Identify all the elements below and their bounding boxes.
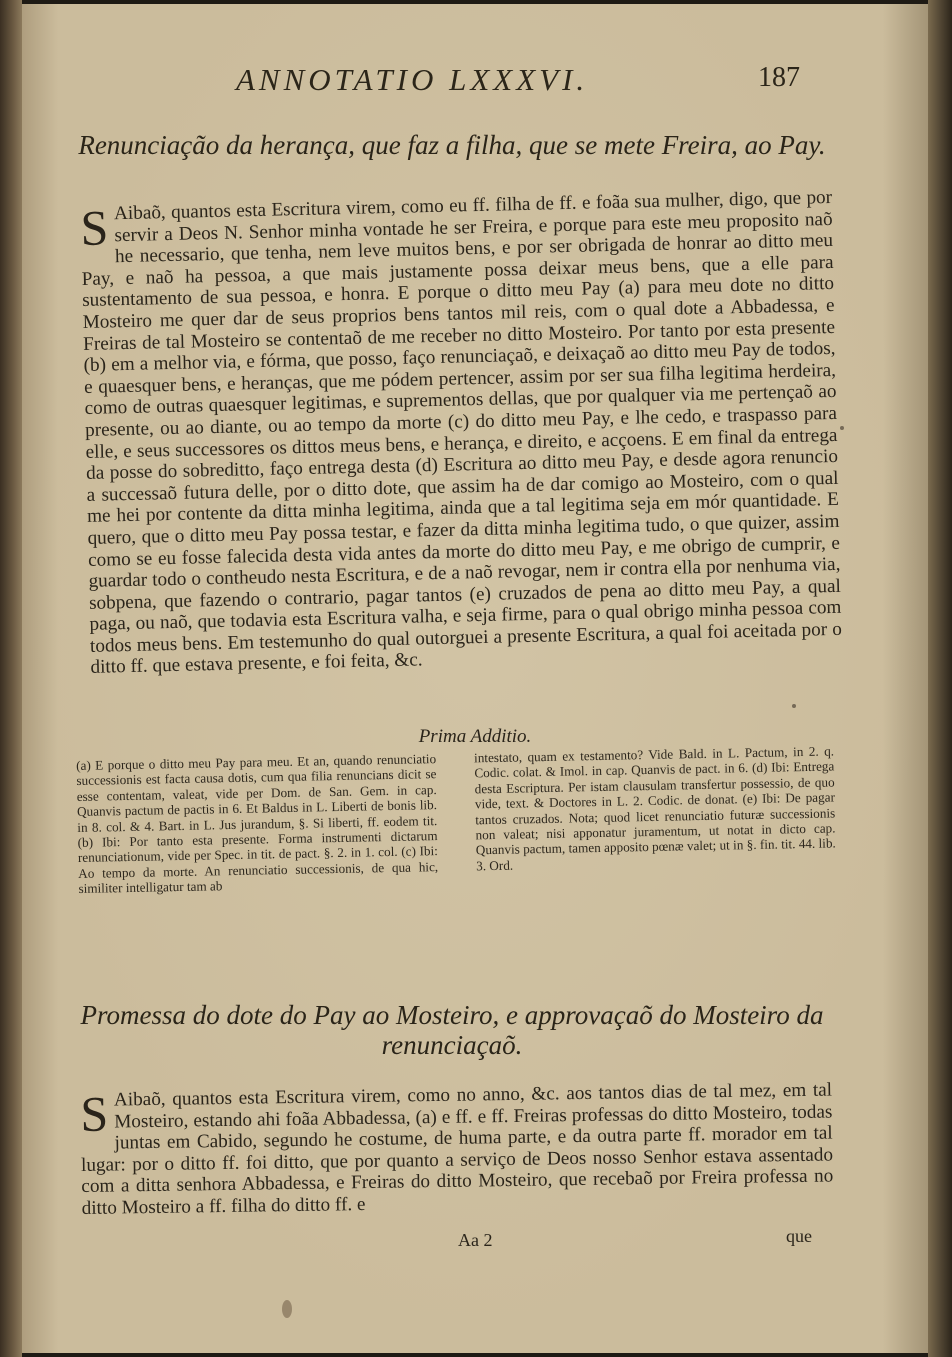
deed-body: Aibaõ, quantos esta Escritura virem, como eu ff. filha de ff. e foãa sua mulher, digo, que por servir a Deos N. Senhor minha vontade he ser Freira, e porque para este meu proposito naõ he necessario, que tenha, nem leve muitos bens, e por ser obrigada de honrar ao ditto meu Pay, e naõ ha pessoa, a que mais justamente possa deixar meus bens, que a elle para sustentamento de sua pessoa, e honra. E porque o ditto meu Pay (a) para meu dote no ditto Mosteiro me quer dar de seus proprios bens tantos mil reis, com o qual dote a Abbadessa, e Freiras de tal Mosteiro se contentaõ de me receber no ditto Mosteiro. Por tanto por esta presente (b) em a melhor via, e fórma, que posso, faço renunciaçaõ, e deixaçaõ ao ditto meu Pay de todos, e quaesquer bens, e heranças, que me pódem pertencer, assim por ser sua filha legitima herdeira, como de outras quaesquer legitimas, e suprementos dellas, que por qualquer via me pertençaõ ao presente, ou ao diante, ou ao tempo da morte (c) do ditto meu Pay, e lhe cedo, e traspasso para elle, e seus successores os dittos meus bens, e herança, e direito, e acçoens. E em final da entrega da posse do sobreditto, faço entrega desta (d) Escritura ao ditto meu Pay, e desde agora renuncio a successaõ futura delle, por o ditto dote, que assim ha de dar comigo ao Mosteiro, com o qual me hei por contente da ditta minha legitima, ainda que a tal legitima seja em mór quantidade. E quero, que o ditto meu Pay possa testar, e fazer da ditta minha legitima tudo, o que quizer, assim como se eu fosse falecida desta vida antes da morte do ditto meu Pay, e me obrigo de cumprir, e guardar todo o contheudo nesta Escritura, e de a naõ revogar, nem ir contra ella por nenhuma via, sobpena, que fazendo o contrario, pagar tantos (e) cruzados de pena ao ditto meu Pay, a qual paga, ou naõ, que todavia esta Escritura valha, e seja firme, para o qual obrigo minha pessoa com todos meus bens. Em testemunho do qual outorguei a presente Escritura, a qual foi aceitada por o ditto ff. que estava presente, e foi feita, &c. [81, 186, 843, 679]
page-edge [928, 0, 952, 1357]
page-number: 187 [758, 62, 800, 93]
ink-smudge [282, 1300, 292, 1318]
section-title: Renunciação da herança, que faz a filha, que se mete Freira, ao Pay. [78, 130, 826, 160]
ink-dot [792, 704, 796, 708]
signature-mark: Aa 2 [458, 1230, 493, 1250]
deed-text-2 [80, 1080, 834, 1220]
addition-heading: Prima Additio. [418, 726, 532, 747]
book-page [22, 4, 928, 1353]
notes-right-column: intestato, quam ex testamento? Vide Bald. in L. Pactum, in 2. q. Codic. colat. & Imol. in cap. Quanvis de pact. in 6. (d) Ibi: Entrega desta Escriptura. Per istam clausulam transfertur possessio, de quo vide, text. & Doctores in L. 2. Codic. de donat. (e) Ibi: De pagar tantos cruzados. Nota; quod licet renunciatio futuræ successionis non valeat; nisi apponatur juramentum, ut notat in dicto cap. Quanvis pactum, tamen apposito pœnæ valet; ut in §. fin. tit. 44. lib. 3. Ord. [473, 743, 836, 874]
drop-cap: S [79, 199, 109, 256]
section-title-2: Promessa do dote do Pay ao Mosteiro, e approvaçaõ do Mosteiro da renunciaçaõ. [80, 1000, 824, 1060]
annotation-notes [76, 743, 840, 978]
drop-cap-2: S [79, 1085, 109, 1142]
deed-text [80, 187, 843, 679]
ink-dot [840, 426, 844, 430]
book-spine [0, 0, 22, 1357]
deed-body-2: Aibaõ, quantos esta Escritura virem, como no anno, &c. aos tantos dias de tal mez, em tal Mosteiro, estando ahi foãa Abbadessa, (a) e ff. e ff. Freiras professas do ditto Mosteiro, todas juntas em Cabido, segundo he costume, de huma parte, e da outra parte ff. morador em tal lugar: por o ditto ff. foi ditto, que por quanto a serviço de Deos nosso Senhor estava assentado com a ditta senhora Abbadessa, e Freiras do ditto Mosteiro, que recebaõ por Freira professa no ditto Mosteiro a ff. filha do ditto ff. e [80, 1079, 834, 1219]
running-title: ANNOTATIO LXXXVI. [236, 62, 589, 97]
catchword: que [786, 1226, 812, 1246]
notes-left-column: (a) E porque o ditto meu Pay para meu. Et an, quando renunciatio successionis est facta causa dotis, cum qua filia renuncians dicit se esse contentam, valeat, vide per Dom. de San. Gem. in cap. Quanvis pactum de pactis in 6. Et Baldus in L. Liberti de bonis lib. in 8. col. & 4. Bart. in L. Jus jurandum, §. Si liberti, ff. eodem tit. (b) Ibi: Por tanto esta presente. Forma instrumenti dictarum renunciationum, vide per Spec. in tit. de pact. §. 2. in 1. col. (c) Ibi: Ao tempo da morte. An renunciatio successionis, de qua hic, similiter intelligatur tam ab [76, 751, 439, 897]
page-header [22, 62, 928, 102]
